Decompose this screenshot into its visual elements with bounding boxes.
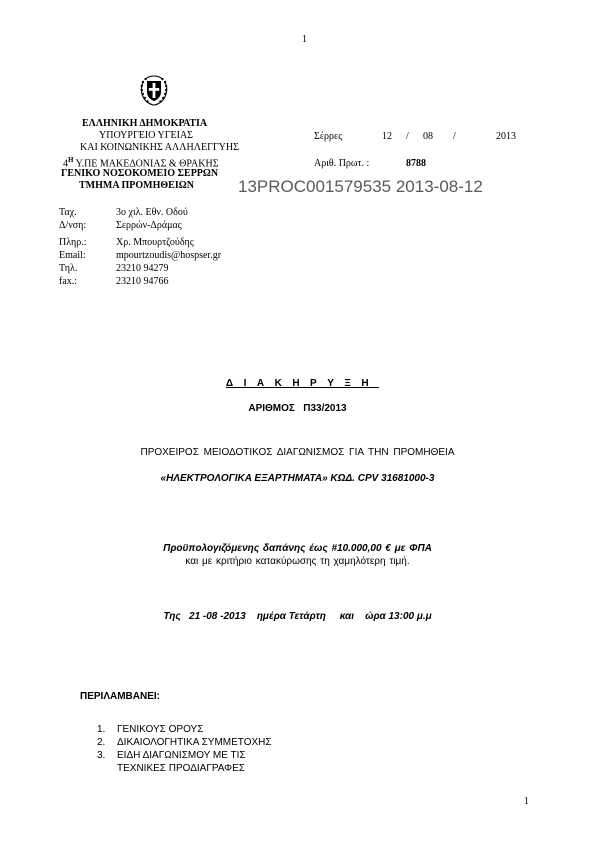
issuer-health-region: $4^H$ Υ.ΠΕ ΜΑΚΕΔΟΝΙΑΣ & ΘΡΑΚΗΣ: [63, 156, 219, 170]
includes-heading: ΠΕΡΙΛΑΜΒΑΝΕΙ:: [80, 691, 161, 702]
list-item: [97, 749, 246, 762]
page-number-bottom: 1: [524, 796, 529, 807]
protocol-number: 8788: [406, 158, 426, 169]
announcement-number: ΑΡΙΘΜΟΣ Π33/2013: [248, 403, 347, 414]
contact-row: [59, 276, 169, 289]
contact-label: Δ/νση:: [59, 220, 87, 231]
issuer-department: ΤΜΗΜΑ ΠΡΟΜΗΘΕΙΩΝ: [79, 180, 194, 191]
date-separator: /: [406, 131, 409, 142]
list-item-text: ΕΙΔΗ ΔΙΑΓΩΝΙΣΜΟΥ ΜΕ ΤΙΣ: [117, 750, 246, 761]
list-item-text: ΓΕΝΙΚΟΥΣ ΟΡΟΥΣ: [117, 724, 204, 735]
budget-line: Προϋπολογιζόμενης δαπάνης έως #10.000,00 € με ΦΠΑ: [163, 543, 432, 554]
contact-row: [59, 237, 194, 250]
contact-value: mpourtzoudis@hospser.gr: [116, 250, 222, 261]
city-label: Σέρρες: [314, 131, 343, 142]
issuer-ministry-cont: ΚΑΙ ΚΟΙΝΩΝΙΚΗΣ ΑΛΛΗΛΕΓΓΥΗΣ: [80, 142, 239, 153]
list-item-continuation: ΤΕΧΝΙΚΕΣ ΠΡΟΔΙΑΓΡΑΦΕΣ: [117, 763, 245, 774]
tender-date: Της 21 -08 -2013 ημέρα Τετάρτη και ώρα 13:00 μ.μ: [163, 611, 432, 622]
page-number-top: 1: [302, 34, 307, 45]
contact-row: [59, 263, 169, 276]
greek-coat-of-arms-icon: [136, 72, 172, 108]
tender-subject: «ΗΛΕΚΤΡΟΛΟΓΙΚΑ ΕΞΑΡΤΗΜΑΤΑ» ΚΩΔ. CPV 31681000-3: [160, 473, 435, 484]
contact-label: fax.:: [59, 276, 78, 287]
contact-value: Χρ. Μπουρτζούδης: [116, 237, 194, 248]
date-month: 08: [423, 131, 433, 142]
contact-value: Σερρών-Δράμας: [116, 220, 182, 231]
list-item-text: ΔΙΚΑΙΟΛΟΓΗΤΙΚΑ ΣΥΜΜΕΤΟΧΗΣ: [117, 737, 272, 748]
contact-label: Email:: [59, 250, 86, 261]
date-separator: /: [453, 131, 456, 142]
contact-row: [59, 207, 188, 220]
date-year: 2013: [496, 131, 516, 142]
award-criterion: και με κριτήριο κατακύρωσης τη χαμηλότερη τιμή.: [185, 556, 410, 567]
issuer-ministry: ΥΠΟΥΡΓΕΙΟ ΥΓΕΙΑΣ: [99, 130, 194, 141]
contact-block: [59, 207, 222, 289]
contact-label: Πληρ.:: [59, 237, 87, 248]
contact-value: 3ο χιλ. Εθν. Οδού: [116, 207, 188, 218]
contact-value: 23210 94766: [116, 276, 169, 287]
list-item-number: 2.: [97, 737, 106, 748]
tender-description: ΠΡΟΧΕΙΡΟΣ ΜΕΙΟΔΟΤΙΚΟΣ ΔΙΑΓΩΝΙΣΜΟΣ ΓΙΑ ΤΗΝ ΠΡΟΜΗΘΕΙΑ: [140, 447, 455, 458]
includes-list: [97, 723, 272, 775]
protocol-label: Αριθ. Πρωτ. :: [314, 158, 370, 169]
announcement-title: ΔΙΑΚΗΡΥΞΗ: [225, 378, 380, 389]
contact-value: 23210 94279: [116, 263, 169, 274]
issuer-hospital: ΓΕΝΙΚΟ ΝΟΣΟΚΟΜΕΙΟ ΣΕΡΡΩΝ: [61, 168, 219, 179]
contact-label: Τηλ.: [59, 263, 78, 274]
list-item: [97, 736, 272, 749]
contact-row: [59, 250, 222, 263]
list-item: [97, 723, 204, 736]
list-item-number: 3.: [97, 750, 106, 761]
publication-stamp: 13PROC001579535 2013-08-12: [238, 177, 483, 196]
date-day: 12: [382, 131, 392, 142]
issuer-country: ΕΛΛΗΝΙΚΗ ΔΗΜΟΚΡΑΤΙΑ: [82, 118, 208, 129]
list-item-number: 1.: [97, 724, 106, 735]
contact-row: [59, 220, 182, 237]
contact-label: Ταχ.: [59, 207, 77, 218]
